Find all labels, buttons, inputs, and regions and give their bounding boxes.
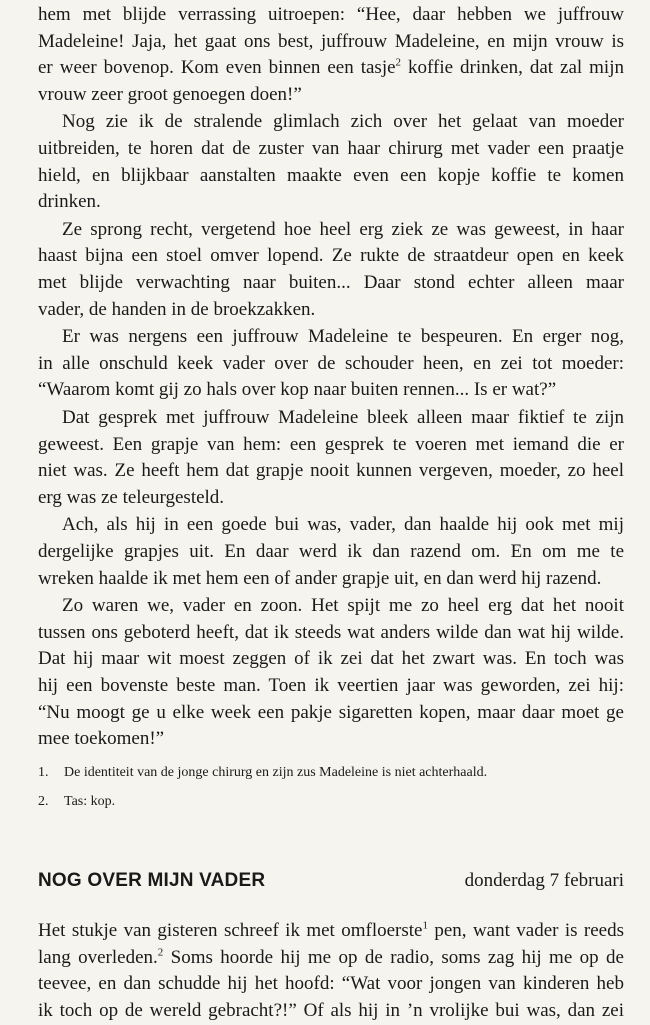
text-line: vader, de handen in de broekzakken. [38, 298, 316, 320]
text-line: vrouw zeer groot genoegen doen!” [38, 83, 302, 105]
footnote-ref: 2 [157, 946, 164, 959]
text-line [38, 945, 624, 971]
text-line: Dat hij maar wit moest zeggen of ik zei dat het zwart was. En toch was [38, 648, 624, 670]
text-line: ik toch op de wereld gebracht?!” Of als hij in ’n vrolijke bui was, dan zei [38, 999, 624, 1021]
text-line: mee toekomen!” [38, 728, 165, 750]
text-line: “Nu moogt ge u elke week een pakje sigaretten kopen, maar daar moet ge [38, 701, 624, 723]
text-line: Ach, als hij in een goede bui was, vader, dan haalde hij ook met mij [62, 514, 624, 536]
section-heading [38, 870, 624, 898]
footnote [38, 792, 115, 812]
footnote-ref: 1 [422, 919, 428, 932]
text-line: tussen ons geboterd heeft, dat ik steeds wat anders wilde dan wat hij wilde. [38, 621, 624, 643]
section-date: donderdag 7 februari [464, 870, 624, 891]
text-line: erg was ze teleurgesteld. [38, 486, 225, 508]
text-line: Er was nergens een juffrouw Madeleine te bespeuren. En erger nog, [62, 326, 624, 348]
text-line: uitbreiden, te horen dat de zuster van haar chirurg met vader een praatje [38, 138, 624, 159]
footnote [38, 763, 487, 783]
text-run: koffie drinken, dat zal mijn [401, 57, 624, 79]
text-line: “Waarom komt gij zo hals over kop naar buiten rennen... Is er wat?” [38, 379, 557, 401]
text-line: hem met blijde verrassing uitroepen: “Hee, daar hebben we juffrouw [38, 4, 624, 25]
text-line [38, 918, 624, 944]
text-line: teevee, en dan schudde hij het hoofd: “Wat voor jongen van kinderen heb [38, 973, 624, 995]
text-line: haast bijna een stoel omver lopend. Ze rukte de straatdeur open en keek [38, 245, 624, 267]
text-line: wreken haalde ik met hem een of ander grapje uit, en dan werd hij razend. [38, 567, 602, 589]
text-run: Soms hoorde hij me op de radio, soms zag hij me op de [163, 946, 624, 968]
text-line: hield, en blijkbaar aanstalten maakte even een kopje koffie te komen [38, 164, 624, 186]
text-line: met blijde verwachting naar buiten... Daar stond echter alleen maar [38, 272, 624, 293]
text-line: Nog zie ik de stralende glimlach zich over het gelaat van moeder [62, 111, 624, 133]
footnote-number: 2. [38, 794, 49, 809]
text-run: lang overleden. [38, 946, 158, 968]
text-run: Het stukje van gisteren schreef ik met omfloerste [38, 920, 423, 941]
footnote-text: Tas: kop. [64, 794, 116, 809]
footnote-ref: 2 [395, 56, 402, 69]
footnote-text: De identiteit van de jonge chirurg en zijn zus Madeleine is niet achterhaald. [64, 765, 488, 780]
text-line: dergelijke grapjes uit. En daar werd ik dan razend om. En om me te [38, 541, 624, 562]
text-line: in alle onschuld keek vader over de schouder heen, en zei tot moeder: [38, 352, 624, 374]
footnote-number: 1. [38, 765, 49, 780]
text-line: geweest. Een grapje van hem: een gesprek te voeren met iemand die er [38, 433, 624, 455]
text-line: niet was. Ze heeft hem dat grapje nooit kunnen vergeven, moeder, zo heel [38, 460, 624, 482]
text-line: Zo waren we, vader en zoon. Het spijt me zo heel erg dat het nooit [62, 595, 624, 617]
text-line: Madeleine! Jaja, het gaat ons best, juffrouw Madeleine, en mijn vrouw is [38, 30, 624, 52]
text-run: er weer bovenop. Kom even binnen een tasje [38, 57, 396, 79]
text-line: hij een bovenste beste man. Toen ik veertien jaar was geworden, zei hij: [38, 675, 624, 696]
text-line: Ze sprong recht, vergetend hoe heel erg ziek ze was geweest, in haar [62, 218, 624, 240]
text-run: pen, want vader is reeds [427, 920, 624, 941]
text-line: drinken. [38, 191, 101, 213]
text-line [38, 55, 624, 81]
text-line: Dat gesprek met juffrouw Madeleine bleek alleen maar fiktief te zijn [62, 407, 624, 428]
section-title: NOG OVER MIJN VADER [38, 870, 266, 891]
